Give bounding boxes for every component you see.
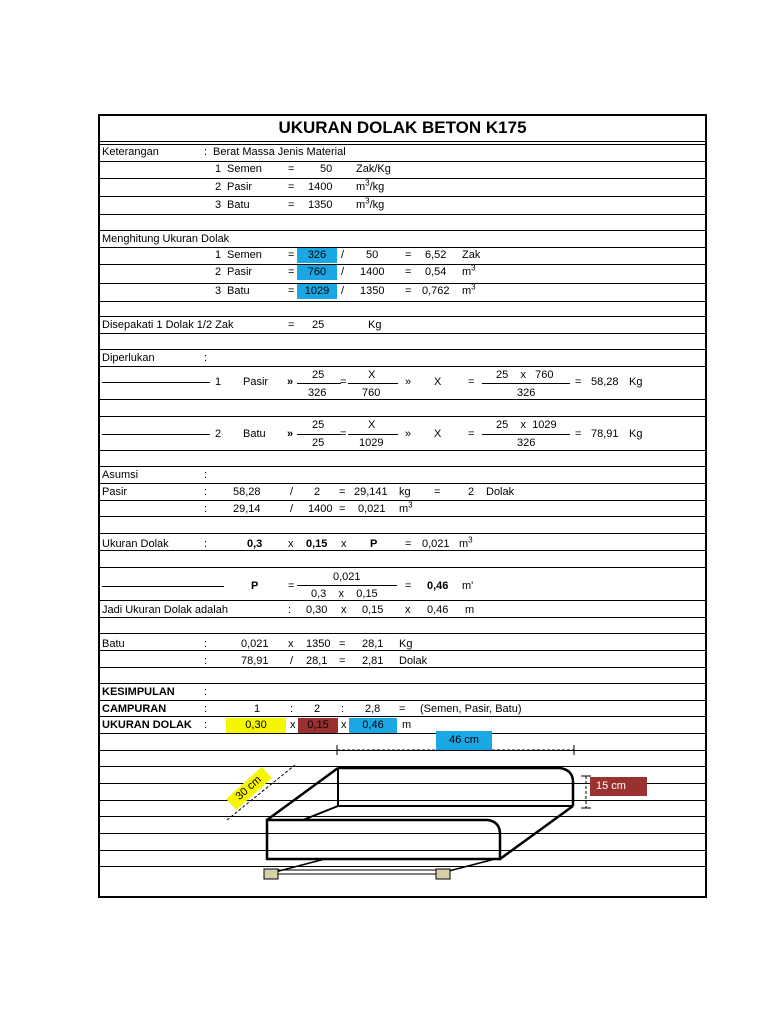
unit: m: [465, 604, 475, 616]
value: 0,3: [247, 538, 263, 550]
value: 58,28: [233, 486, 261, 498]
operator: x: [288, 638, 294, 650]
slash: /: [341, 285, 345, 297]
operator: /: [290, 486, 294, 498]
numerator: 25: [312, 369, 325, 381]
value: 2: [314, 486, 321, 498]
disepakati-label: Disepakati 1 Dolak 1/2 Zak: [102, 319, 234, 331]
colon: :: [204, 503, 208, 515]
value: 0,30: [306, 604, 328, 616]
colon: :: [204, 686, 208, 698]
box-side-edge: [500, 806, 573, 859]
campuran-label: CAMPURAN: [102, 703, 167, 715]
ket-name: Batu: [227, 199, 250, 211]
value-box: 760: [297, 265, 337, 280]
operator: /: [290, 655, 294, 667]
x-var: X: [434, 428, 442, 440]
hitung-name: Pasir: [227, 266, 253, 278]
hitung-eq: =: [288, 266, 295, 278]
colon: :: [204, 719, 208, 731]
eq: =: [288, 580, 295, 592]
item-num: 2: [215, 428, 222, 440]
unit: kg: [399, 486, 411, 498]
menghitung-label: Menghitung Ukuran Dolak: [102, 233, 230, 245]
ket-name: Pasir: [227, 181, 253, 193]
operator: x: [290, 719, 296, 731]
result: 0,762: [422, 285, 450, 297]
result: 78,91: [591, 428, 619, 440]
numerator: 25 x 760: [496, 369, 554, 381]
colon: :: [288, 604, 292, 616]
unit: Kg: [368, 319, 382, 331]
ukuran-label: Ukuran Dolak: [102, 538, 169, 550]
value: 0,15: [362, 604, 384, 616]
result: 0,54: [425, 266, 447, 278]
value-box: 326: [297, 248, 337, 263]
value: 2,81: [362, 655, 384, 667]
unit: $m^3$: [462, 263, 476, 278]
eq: =: [339, 503, 346, 515]
result: 0,46: [427, 580, 449, 592]
eq: =: [405, 266, 412, 278]
jadi-label: Jadi Ukuran Dolak adalah: [102, 604, 228, 616]
colon: :: [204, 538, 208, 550]
length-box: 0,30: [226, 718, 286, 733]
colon: :: [290, 703, 294, 715]
item-name: Pasir: [243, 376, 269, 388]
divisor: 50: [366, 249, 379, 261]
ket-unit: $m^3/kg$: [356, 196, 385, 211]
operator: x: [341, 604, 347, 616]
unit: Zak: [462, 249, 481, 261]
slash: /: [341, 266, 345, 278]
width-dimension-label: 46 cm: [436, 731, 492, 750]
keterangan-text: Berat Massa Jenis Material: [213, 146, 346, 158]
batu-label: Batu: [102, 638, 125, 650]
denominator: 326: [517, 437, 536, 449]
support-brace: [445, 859, 495, 872]
numerator: X: [368, 369, 376, 381]
keterangan-label: Keterangan: [102, 146, 159, 158]
colon: :: [204, 655, 208, 667]
value: 0,021: [241, 638, 269, 650]
page-title: UKURAN DOLAK BETON K175: [278, 118, 527, 137]
value: 0,46: [427, 604, 449, 616]
colon: :: [341, 703, 345, 715]
value: 2,8: [365, 703, 381, 715]
unit: $m^3$: [399, 500, 413, 515]
arrow: »: [405, 428, 412, 440]
value: 25: [312, 319, 325, 331]
item-name: Batu: [243, 428, 266, 440]
operator: x: [341, 538, 347, 550]
operator: x: [288, 538, 294, 550]
eq: =: [468, 376, 475, 388]
ket-num: 2: [215, 181, 222, 193]
eq: =: [575, 428, 582, 440]
hitung-num: 3: [215, 285, 222, 297]
unit: $m^3$: [459, 535, 473, 550]
value: 78,91: [241, 655, 269, 667]
result: 6,52: [425, 249, 447, 261]
pasir-label: Pasir: [102, 486, 128, 498]
eq: =: [288, 319, 295, 331]
value: 28,1: [306, 655, 328, 667]
eq: =: [434, 486, 441, 498]
ket-eq: =: [288, 199, 295, 211]
value: 28,1: [362, 638, 384, 650]
denominator: 326: [308, 387, 327, 399]
value: 2: [314, 703, 321, 715]
numerator: 25: [312, 419, 325, 431]
p-var: P: [370, 538, 378, 550]
denominator: 760: [362, 387, 381, 399]
unit: m': [462, 580, 474, 592]
colon: :: [204, 638, 208, 650]
unit: $m^3$: [462, 282, 476, 297]
colon: :: [204, 146, 208, 158]
ket-num: 1: [215, 163, 222, 175]
unit: Dolak: [399, 655, 428, 667]
unit: Kg: [399, 638, 413, 650]
slash: /: [341, 249, 345, 261]
ket-num: 3: [215, 199, 222, 211]
value: 1350: [306, 638, 331, 650]
hitung-eq: =: [288, 285, 295, 297]
width-box: 0,15: [298, 718, 338, 733]
result: 0,021: [422, 538, 450, 550]
box-front-face: [267, 820, 500, 859]
eq: =: [339, 486, 346, 498]
hitung-num: 2: [215, 266, 222, 278]
result: 58,28: [591, 376, 619, 388]
arrow: »: [405, 376, 412, 388]
ket-val: 50: [320, 163, 333, 175]
box-back-edge: [338, 768, 573, 806]
support-block: [436, 869, 450, 879]
x-var: X: [434, 376, 442, 388]
ket-val: 1350: [308, 199, 333, 211]
eq: =: [405, 580, 412, 592]
eq: =: [340, 428, 347, 440]
asumsi-label: Asumsi: [102, 469, 139, 481]
hitung-name: Semen: [227, 249, 262, 261]
hitung-name: Batu: [227, 285, 250, 297]
colon: :: [204, 486, 208, 498]
unit: Kg: [629, 376, 643, 388]
value: 2: [468, 486, 475, 498]
ket-unit: $m^3/kg$: [356, 178, 385, 193]
denominator: 25: [312, 437, 325, 449]
diperlukan-label: Diperlukan: [102, 352, 155, 364]
value: 1400: [308, 503, 333, 515]
unit: Kg: [629, 428, 643, 440]
box-side-edge: [267, 768, 338, 820]
operator: /: [290, 503, 294, 515]
unit: Dolak: [486, 486, 515, 498]
denominator: 326: [517, 387, 536, 399]
numerator: 0,021: [333, 571, 361, 583]
ket-name: Semen: [227, 163, 262, 175]
operator: x: [405, 604, 411, 616]
numerator: 25 x 1029: [496, 419, 557, 431]
depth-dimension-label: 30 cm: [226, 767, 272, 810]
value: 0,021: [358, 503, 386, 515]
unit: m: [402, 719, 412, 731]
arrow: »: [287, 376, 294, 388]
ket-eq: =: [288, 181, 295, 193]
eq: =: [405, 285, 412, 297]
eq: =: [340, 376, 347, 388]
height-box: 0,46: [349, 718, 397, 733]
ket-eq: =: [288, 163, 295, 175]
hitung-num: 1: [215, 249, 222, 261]
eq: =: [575, 376, 582, 388]
hitung-eq: =: [288, 249, 295, 261]
divisor: 1400: [360, 266, 385, 278]
arrow: »: [287, 428, 294, 440]
item-num: 1: [215, 376, 222, 388]
colon: :: [204, 703, 208, 715]
eq: =: [405, 249, 412, 261]
colon: :: [204, 469, 208, 481]
eq: =: [339, 655, 346, 667]
colon: :: [204, 352, 208, 364]
value: 29,14: [233, 503, 261, 515]
eq: =: [339, 638, 346, 650]
note: (Semen, Pasir, Batu): [420, 703, 522, 715]
box-side-edge: [303, 806, 338, 820]
value: 1: [254, 703, 261, 715]
ket-unit: Zak/Kg: [356, 163, 391, 175]
operator: x: [341, 719, 347, 731]
value: 0,15: [306, 538, 328, 550]
denominator: 1029: [359, 437, 384, 449]
eq: =: [468, 428, 475, 440]
divisor: 1350: [360, 285, 385, 297]
value: 29,141: [354, 486, 388, 498]
ukdolak-label: UKURAN DOLAK: [102, 719, 192, 731]
ket-val: 1400: [308, 181, 333, 193]
height-dimension-label: 15 cm: [590, 777, 647, 796]
eq: =: [405, 538, 412, 550]
kesimpulan-label: KESIMPULAN: [102, 686, 175, 698]
numerator: X: [368, 419, 376, 431]
value-box: 1029: [297, 284, 337, 299]
p-var: P: [251, 580, 259, 592]
denominator: 0,3 x 0,15: [311, 588, 378, 600]
support-block: [264, 869, 278, 879]
eq: =: [399, 703, 406, 715]
